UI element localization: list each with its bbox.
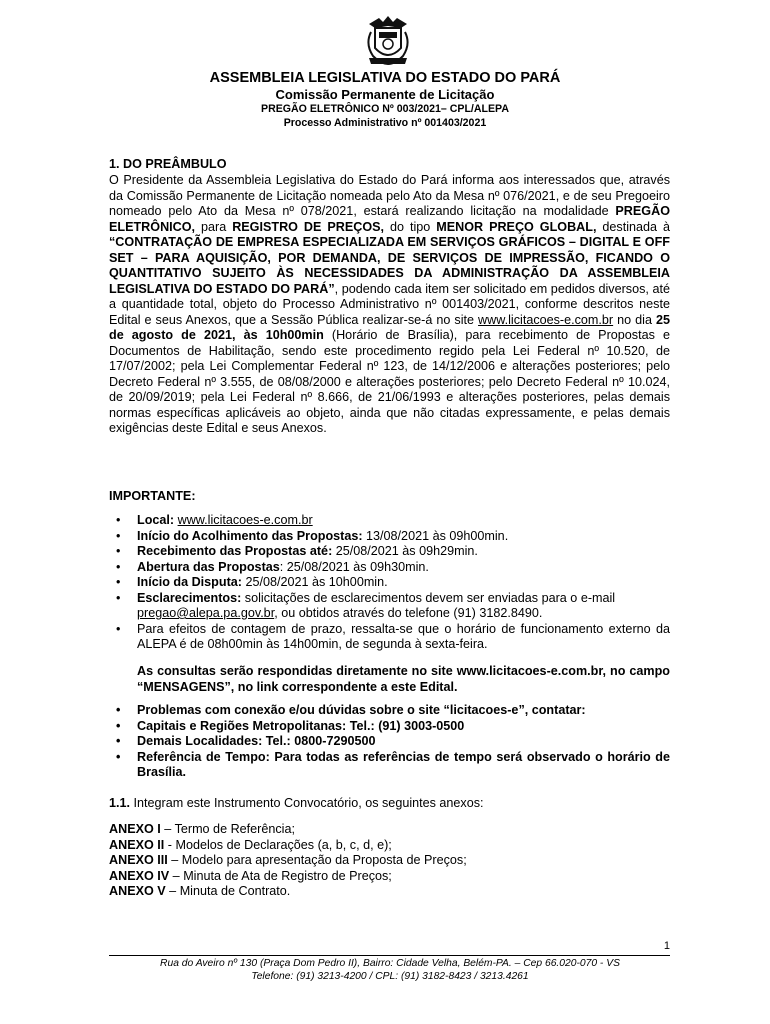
item-text: : 25/08/2021 às 09h30min. — [279, 559, 429, 574]
list-item — [109, 513, 670, 529]
item-label: Início da Disputa: — [137, 575, 242, 589]
item-text: solicitações de esclarecimentos devem ser enviadas para o e-mail — [241, 590, 616, 605]
local-link[interactable]: www.licitacoes-e.com.br — [177, 513, 313, 527]
annex-label: ANEXO I — [109, 822, 161, 836]
licitacoes-link[interactable]: www.licitacoes-e.com.br — [478, 312, 614, 327]
preamble-bold: PREGÃO ELETRÔNICO, — [109, 204, 670, 234]
item-label: Local: — [137, 513, 175, 527]
preamble-text: , podendo cada item ser solicitado em pedidos diversos, até a quantidade total, objeto do Processo Administrativo nº 001403/2021, conforme descritos neste Edital e seus Anexos, que a Sessão Pública realizar-se-á no site — [109, 281, 670, 327]
annex-text: – Minuta de Ata de Registro de Preços; — [169, 869, 392, 883]
annex-item — [109, 822, 670, 838]
preamble-text: do tipo — [384, 219, 437, 234]
preamble-text: (Horário de Brasília), para recebimento de Propostas e Documentos de Habilitação, sendo este procedimento regido pela Lei Federal nº 10.520, de 17/07/2002; pela Lei Complementar Federal nº 123, de 14/12/2006 e alterações posteriores; pelo Decreto Federal nº 3.555, de 08/08/2000 e alterações posteriores; pelo Decreto Federal nº 10.024, de 20/09/2019; pela Lei Federal nº 8.666, de 21/06/1993 e alterações posteriores, pelas demais normas específicas aplicáveis ao objeto, ainda que não citadas expressamente, e pelas demais exigências deste Edital e seus Anexos. — [109, 328, 670, 435]
annex-text: – Modelo para apresentação da Proposta de Preços; — [167, 853, 467, 867]
annex-item — [109, 884, 670, 900]
list-item: • Capitais e Regiões Metropolitanas: Tel.: (91) 3003-0500 — [109, 719, 670, 735]
footer-divider — [109, 955, 670, 956]
commission-title: Comissão Permanente de Licitação — [275, 87, 495, 102]
coat-of-arms-icon — [361, 10, 415, 68]
preamble-text: no dia — [613, 312, 656, 327]
annex-intro-text: Integram este Instrumento Convocatório, os seguintes anexos: — [130, 796, 484, 810]
pregao-number: PREGÃO ELETRÔNICO Nº 003/2021– CPL/ALEPA — [261, 103, 509, 115]
annex-text: – Termo de Referência; — [160, 822, 295, 836]
page-number: 1 — [663, 940, 670, 952]
annex-label: ANEXO II — [109, 838, 165, 852]
session-date: 25 de agosto de 2021, às 10h00min — [109, 312, 671, 342]
list-item: • Referência de Tempo: Para todas as referências de tempo será observado o horário de Brasília. — [109, 750, 670, 781]
section-title: 1. DO PREÂMBULO — [109, 157, 227, 171]
item-text: , ou obtidos através do telefone (91) 3182.8490. — [274, 606, 543, 620]
annex-item — [109, 869, 670, 885]
preamble-bold: MENOR PREÇO GLOBAL, — [436, 219, 597, 234]
item-label: Início do Acolhimento das Propostas: — [137, 528, 363, 543]
contact-list — [109, 703, 670, 781]
list-item — [109, 544, 670, 560]
item-text: 13/08/2021 às 09h00min. — [362, 528, 509, 543]
list-item: • Problemas com conexão e/ou dúvidas sobre o site “licitacoes-e”, contatar: — [109, 703, 670, 719]
preamble-bold: REGISTRO DE PREÇOS, — [232, 219, 385, 234]
institution-title: ASSEMBLEIA LEGISLATIVA DO ESTADO DO PARÁ — [209, 70, 561, 86]
list-item — [109, 622, 670, 653]
section-number: 1.1. — [109, 796, 131, 810]
object-description: “CONTRATAÇÃO DE EMPRESA ESPECIALIZADA EM SERVIÇOS GRÁFICOS – DIGITAL E OFF SET – PARA AQUISIÇÃO, POR DEMANDA, DE SERVIÇOS DE IMPRESSÃO, FICANDO O QUANTITATIVO SUJEITO ÀS NECESSIDADES DA ADMINISTRAÇÃO DA ASSEMBLEIA LEGISLATIVA DO ESTADO DO PARÁ” — [109, 235, 670, 296]
preamble-text: para — [195, 219, 233, 234]
list-item — [109, 575, 670, 591]
list-item — [109, 591, 670, 622]
important-list — [109, 513, 670, 653]
annex-label: ANEXO III — [109, 853, 168, 867]
annex-label: ANEXO IV — [109, 869, 170, 883]
preamble-text: destinada à — [596, 219, 670, 234]
item-label: Esclarecimentos: — [137, 590, 242, 605]
item-text: 25/08/2021 às 10h00min. — [241, 575, 388, 589]
process-number: Processo Administrativo nº 001403/2021 — [283, 117, 487, 129]
annex-text: - Modelos de Declarações (a, b, c, d, e); — [164, 838, 392, 852]
preamble-text: O Presidente da Assembleia Legislativa do Estado do Pará informa aos interessados que, através da Comissão Permanente de Licitação nomeada pelo Ato da Mesa nº 076/2021, e de seu Pregoeiro nomeado pelo Ato da Mesa nº 078/2021, estará realizando licitação na modalidade — [109, 173, 670, 218]
annex-item — [109, 853, 670, 869]
item-label: Recebimento das Propostas até: — [137, 544, 333, 558]
important-title: IMPORTANTE: — [109, 489, 196, 503]
list-item — [109, 560, 670, 576]
item-text: 25/08/2021 às 09h29min. — [332, 544, 478, 558]
annex-text: – Minuta de Contrato. — [165, 884, 291, 898]
annex-intro — [109, 796, 670, 812]
email-link[interactable]: pregao@alepa.pa.gov.br — [137, 606, 275, 620]
annex-label: ANEXO V — [109, 884, 166, 898]
item-label: Abertura das Propostas — [137, 559, 280, 574]
footer-address: Rua do Aveiro nº 130 (Praça Dom Pedro II), Bairro: Cidade Velha, Belém-PA. – Cep 66.020-070 - VS — [160, 958, 620, 969]
consultation-note: As consultas serão respondidas diretamente no site www.licitacoes-e.com.br, no campo “MENSAGENS”, no link correspondente a este Edital. — [137, 664, 670, 694]
footer-phones: Telefone: (91) 3213-4200 / CPL: (91) 3182-8423 / 3213.4261 — [251, 971, 529, 982]
list-item: • Demais Localidades: Tel.: 0800-7290500 — [109, 734, 670, 750]
list-item — [109, 529, 670, 545]
preamble-paragraph — [109, 173, 670, 437]
item-text: Para efeitos de contagem de prazo, ressalta-se que o horário de funcionamento externo da ALEPA é de 08h00min às 14h00min, de segunda à sexta-feira. — [137, 621, 670, 651]
annex-item — [109, 838, 670, 854]
